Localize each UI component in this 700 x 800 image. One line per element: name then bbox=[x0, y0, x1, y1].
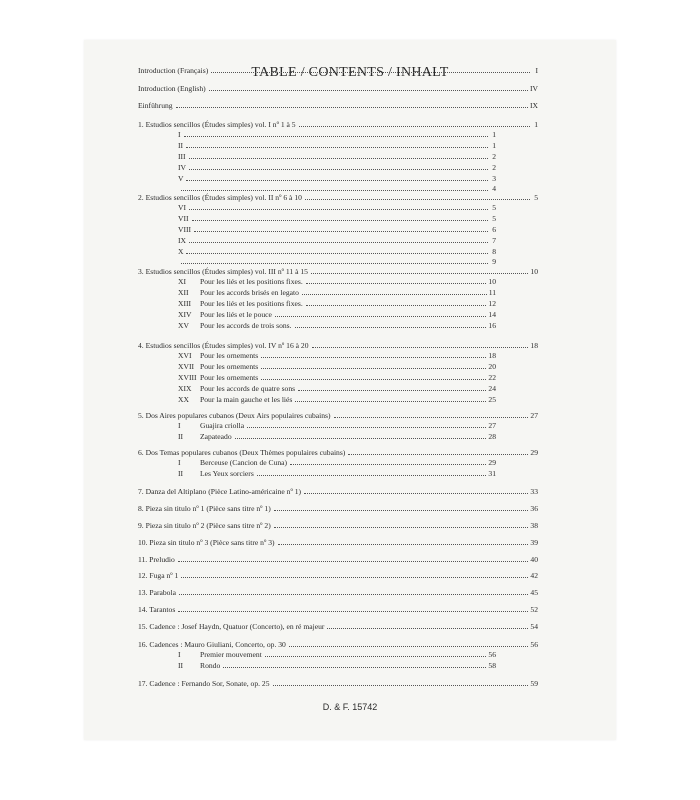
toc-entry-page: 3 bbox=[492, 174, 496, 183]
toc-entry bbox=[178, 384, 496, 393]
toc-entry-page: 40 bbox=[530, 555, 538, 564]
toc-entry bbox=[178, 214, 496, 223]
toc-entry-label: 5. Dos Aires populares cubanos (Deux Airs populaires cubains) bbox=[138, 411, 331, 420]
dot-leader bbox=[290, 463, 486, 465]
toc-entry bbox=[178, 310, 496, 319]
toc-entry-page: 18 bbox=[530, 341, 538, 350]
dot-leader bbox=[273, 684, 529, 686]
toc-entry-number: XX bbox=[178, 395, 189, 404]
toc-entry-label: IV bbox=[178, 163, 187, 172]
dot-leader bbox=[261, 356, 486, 358]
toc-entry-page: 33 bbox=[530, 487, 538, 496]
toc-entry-number: XIV bbox=[178, 310, 192, 319]
toc-entry bbox=[178, 247, 496, 256]
toc-entry-label: 3. Estudios sencillos (Études simples) vol. III nº 11 à 15 bbox=[138, 267, 308, 276]
publisher-reference: D. & F. 15742 bbox=[322, 702, 378, 712]
toc-entry bbox=[138, 640, 538, 649]
toc-entry-label: Guajira criolla bbox=[200, 421, 245, 430]
toc-entry bbox=[178, 373, 496, 382]
toc-entry bbox=[178, 163, 496, 172]
dot-leader bbox=[327, 627, 528, 629]
toc-entry-label: VIII bbox=[178, 225, 192, 234]
toc-entry bbox=[138, 538, 538, 547]
dot-leader bbox=[289, 645, 529, 647]
toc-entry bbox=[178, 469, 496, 478]
toc-entry bbox=[178, 225, 496, 234]
toc-entry bbox=[138, 521, 538, 530]
dot-leader bbox=[261, 378, 486, 380]
dot-leader bbox=[295, 326, 487, 328]
dot-leader bbox=[312, 346, 529, 348]
toc-entry-page: 11 bbox=[488, 288, 496, 297]
toc-entry-page: 38 bbox=[530, 521, 538, 530]
toc-entry-label: 4. Estudios sencillos (Études simples) vol. IV nº 16 à 20 bbox=[138, 341, 309, 350]
toc-entry bbox=[138, 448, 538, 457]
toc-entry bbox=[138, 193, 538, 202]
toc-entry-page: 29 bbox=[530, 448, 538, 457]
toc-entry bbox=[178, 288, 496, 297]
toc-entry-page: 7 bbox=[492, 236, 496, 245]
toc-entry-number: XI bbox=[178, 277, 187, 286]
toc-entry-page: 58 bbox=[488, 661, 496, 670]
dot-leader bbox=[192, 219, 488, 221]
toc-entry-label: X bbox=[178, 247, 184, 256]
toc-entry-label: 10. Pieza sin titulo nº 3 (Pièce sans titre nº 3) bbox=[138, 538, 275, 547]
toc-entry-page: IX bbox=[529, 101, 538, 110]
toc-entry-page: 14 bbox=[488, 310, 496, 319]
toc-entry-page: 31 bbox=[488, 469, 496, 478]
dot-leader bbox=[184, 135, 488, 137]
toc-entry-label: 13. Parabola bbox=[138, 588, 176, 597]
toc-entry bbox=[138, 504, 538, 513]
toc-entry bbox=[178, 236, 496, 245]
dot-leader bbox=[306, 304, 487, 306]
toc-entry bbox=[138, 622, 538, 631]
dot-leader bbox=[274, 509, 529, 511]
toc-entry-label: Pour les accords brisés en legato bbox=[200, 288, 299, 297]
toc-entry bbox=[178, 152, 496, 161]
toc-entry-label: Pour la main gauche et les liés bbox=[200, 395, 293, 404]
toc-entry bbox=[138, 411, 538, 420]
toc-entry bbox=[178, 432, 496, 441]
dot-leader bbox=[257, 474, 487, 476]
toc-entry-label: VII bbox=[178, 214, 189, 223]
dot-leader bbox=[179, 593, 528, 595]
dot-leader bbox=[186, 179, 488, 181]
toc-entry-page: 18 bbox=[488, 351, 496, 360]
dot-leader bbox=[305, 198, 530, 200]
toc-entry bbox=[178, 650, 496, 659]
toc-entry-label: V bbox=[178, 174, 184, 183]
document-page bbox=[84, 40, 616, 740]
toc-entry-label: 12. Fuga nº 1 bbox=[138, 571, 179, 580]
toc-entry-page: 12 bbox=[488, 299, 496, 308]
toc-entry-label: Zapateado bbox=[200, 432, 232, 441]
toc-entry-number: XV bbox=[178, 321, 189, 330]
dot-leader bbox=[189, 168, 488, 170]
toc-entry-page: I bbox=[535, 66, 538, 75]
toc-entry-label: 15. Cadence : Josef Haydn, Quatuor (Concerto), en ré majeur bbox=[138, 622, 325, 631]
toc-entry-page: 27 bbox=[488, 421, 496, 430]
dot-leader bbox=[265, 655, 487, 657]
toc-entry-label: 7. Danza del Altiplano (Pièce Latino-américaine nº 1) bbox=[138, 487, 302, 496]
toc-entry-page: 2 bbox=[492, 152, 496, 161]
toc-entry-label: III bbox=[178, 152, 186, 161]
toc-entry-label: Les Yeux sorciers bbox=[200, 469, 254, 478]
toc-entry-page: 10 bbox=[488, 277, 496, 286]
toc-entry-label: VI bbox=[178, 203, 187, 212]
toc-entry-page: 16 bbox=[488, 321, 496, 330]
toc-entry-label: Pour les liés et les positions fixes. bbox=[200, 299, 303, 308]
dot-leader bbox=[334, 416, 529, 418]
toc-entry-page: 1 bbox=[492, 130, 496, 139]
dot-leader bbox=[223, 666, 486, 668]
toc-entry-page: 9 bbox=[492, 257, 496, 266]
dot-leader bbox=[189, 157, 488, 159]
toc-entry-label: Introduction (Français) bbox=[138, 66, 209, 75]
toc-entry bbox=[178, 141, 496, 150]
toc-entry-page: 1 bbox=[534, 120, 538, 129]
dot-leader bbox=[181, 262, 488, 264]
toc-entry-label: IX bbox=[178, 236, 187, 245]
toc-entry-label: 11. Preludio bbox=[138, 555, 175, 564]
toc-entry-label: Pour les liés et les positions fixes. bbox=[200, 277, 303, 286]
toc-entry bbox=[138, 66, 538, 75]
toc-entry-label: 1. Estudios sencillos (Études simples) vol. I nº 1 à 5 bbox=[138, 120, 296, 129]
toc-entry bbox=[178, 351, 496, 360]
toc-entry bbox=[178, 203, 496, 212]
toc-entry bbox=[138, 267, 538, 276]
toc-entry-label: Pour les accords de trois sons. bbox=[200, 321, 292, 330]
toc-entry-page: 1 bbox=[492, 141, 496, 150]
dot-leader bbox=[299, 125, 530, 127]
toc-entry-label: 16. Cadences : Mauro Giuliani, Concerto, op. 30 bbox=[138, 640, 286, 649]
toc-entry-label: Premier mouvement bbox=[200, 650, 262, 659]
toc-entry bbox=[178, 184, 496, 193]
toc-entry bbox=[178, 277, 496, 286]
toc-entry-label: Pour les ornements bbox=[200, 373, 259, 382]
page-title: TABLE / CONTENTS / INHALT bbox=[251, 65, 449, 80]
toc-entry-page: 5 bbox=[492, 214, 496, 223]
toc-entry bbox=[138, 588, 538, 597]
toc-entry-page: 25 bbox=[488, 395, 496, 404]
toc-entry-label: Pour les liés et le pouce bbox=[200, 310, 272, 319]
toc-entry bbox=[178, 321, 496, 330]
dot-leader bbox=[304, 492, 528, 494]
dot-leader bbox=[186, 252, 488, 254]
dot-leader bbox=[181, 576, 528, 578]
dot-leader bbox=[176, 106, 528, 108]
toc-entry-page: 36 bbox=[530, 504, 538, 513]
toc-entry bbox=[138, 679, 538, 688]
toc-entry-number: XIX bbox=[178, 384, 192, 393]
dot-leader bbox=[181, 189, 488, 191]
dot-leader bbox=[178, 560, 529, 562]
toc-entry-page: 5 bbox=[492, 203, 496, 212]
dot-leader bbox=[186, 146, 488, 148]
toc-entry-number: XVIII bbox=[178, 373, 197, 382]
toc-entry-page: 56 bbox=[530, 640, 538, 649]
toc-entry-page: 59 bbox=[530, 679, 538, 688]
dot-leader bbox=[302, 293, 487, 295]
toc-entry-label: Introduction (English) bbox=[138, 84, 206, 93]
toc-entry bbox=[138, 487, 538, 496]
toc-entry-page: 27 bbox=[530, 411, 538, 420]
toc-entry-label: 8. Pieza sin titulo nº 1 (Pièce sans titre nº 1) bbox=[138, 504, 271, 513]
dot-leader bbox=[178, 610, 528, 612]
toc-entry-label: Pour les ornements bbox=[200, 362, 259, 371]
dot-leader bbox=[298, 389, 486, 391]
dot-leader bbox=[189, 208, 488, 210]
dot-leader bbox=[348, 453, 528, 455]
toc-entry-page: IV bbox=[529, 84, 538, 93]
toc-entry-label: 2. Estudios sencillos (Études simples) vol. II nº 6 à 10 bbox=[138, 193, 302, 202]
toc-entry-page: 42 bbox=[530, 571, 538, 580]
toc-entry bbox=[178, 174, 496, 183]
toc-entry-number: II bbox=[178, 432, 184, 441]
dot-leader bbox=[295, 400, 486, 402]
toc-entry-page: 29 bbox=[488, 458, 496, 467]
toc-entry-label: Pour les accords de quatre sons bbox=[200, 384, 296, 393]
table-of-contents bbox=[84, 40, 616, 740]
toc-entry-label: Einführung bbox=[138, 101, 173, 110]
toc-entry bbox=[138, 84, 538, 93]
dot-leader bbox=[194, 230, 488, 232]
toc-entry-page: 6 bbox=[492, 225, 496, 234]
toc-entry-label: 9. Pieza sin titulo nº 2 (Pièce sans titre nº 2) bbox=[138, 521, 271, 530]
toc-entry-label: Berceuse (Cancion de Cuna) bbox=[200, 458, 288, 467]
toc-entry bbox=[178, 421, 496, 430]
toc-entry-label: II bbox=[178, 141, 184, 150]
toc-entry-page: 45 bbox=[530, 588, 538, 597]
dot-leader bbox=[209, 89, 528, 91]
dot-leader bbox=[189, 241, 488, 243]
toc-entry bbox=[138, 555, 538, 564]
toc-entry-page: 24 bbox=[488, 384, 496, 393]
dot-leader bbox=[235, 437, 487, 439]
toc-entry-page: 2 bbox=[492, 163, 496, 172]
toc-entry bbox=[138, 120, 538, 129]
toc-entry-page: 28 bbox=[488, 432, 496, 441]
toc-entry-number: I bbox=[178, 421, 181, 430]
toc-entry bbox=[178, 362, 496, 371]
dot-leader bbox=[306, 282, 487, 284]
toc-entry-page: 8 bbox=[492, 247, 496, 256]
toc-entry-label: Pour les ornements bbox=[200, 351, 259, 360]
toc-entry-number: XVII bbox=[178, 362, 195, 371]
toc-entry-page: 5 bbox=[534, 193, 538, 202]
dot-leader bbox=[261, 367, 486, 369]
dot-leader bbox=[311, 272, 528, 274]
toc-entry-label: Rondo bbox=[200, 661, 221, 670]
toc-entry-number: XII bbox=[178, 288, 189, 297]
toc-entry-page: 54 bbox=[530, 622, 538, 631]
toc-entry-number: XVI bbox=[178, 351, 192, 360]
toc-entry bbox=[178, 458, 496, 467]
dot-leader bbox=[247, 426, 486, 428]
toc-entry bbox=[138, 605, 538, 614]
toc-entry bbox=[178, 130, 496, 139]
toc-entry-number: II bbox=[178, 661, 184, 670]
toc-entry-label: 17. Cadence : Fernando Sor, Sonate, op. 25 bbox=[138, 679, 270, 688]
dot-leader bbox=[211, 71, 530, 73]
toc-entry bbox=[138, 341, 538, 350]
toc-entry bbox=[138, 571, 538, 580]
toc-entry-page: 10 bbox=[530, 267, 538, 276]
dot-leader bbox=[275, 315, 486, 317]
toc-entry-page: 4 bbox=[492, 184, 496, 193]
toc-entry-page: 39 bbox=[530, 538, 538, 547]
toc-entry-label: 14. Tarantos bbox=[138, 605, 176, 614]
toc-entry-label: 6. Dos Temas populares cubanos (Deux Thèmes populaires cubains) bbox=[138, 448, 346, 457]
dot-leader bbox=[278, 543, 529, 545]
toc-entry-page: 52 bbox=[530, 605, 538, 614]
toc-entry bbox=[178, 661, 496, 670]
toc-entry bbox=[178, 299, 496, 308]
toc-entry-label: I bbox=[178, 130, 181, 139]
toc-entry bbox=[138, 101, 538, 110]
toc-entry-number: I bbox=[178, 458, 181, 467]
toc-entry-page: 56 bbox=[488, 650, 496, 659]
toc-entry-number: I bbox=[178, 650, 181, 659]
toc-entry-page: 22 bbox=[488, 373, 496, 382]
toc-entry-number: XIII bbox=[178, 299, 192, 308]
dot-leader bbox=[274, 526, 529, 528]
toc-entry bbox=[178, 395, 496, 404]
toc-entry-page: 20 bbox=[488, 362, 496, 371]
toc-entry bbox=[178, 257, 496, 266]
toc-entry-number: II bbox=[178, 469, 184, 478]
